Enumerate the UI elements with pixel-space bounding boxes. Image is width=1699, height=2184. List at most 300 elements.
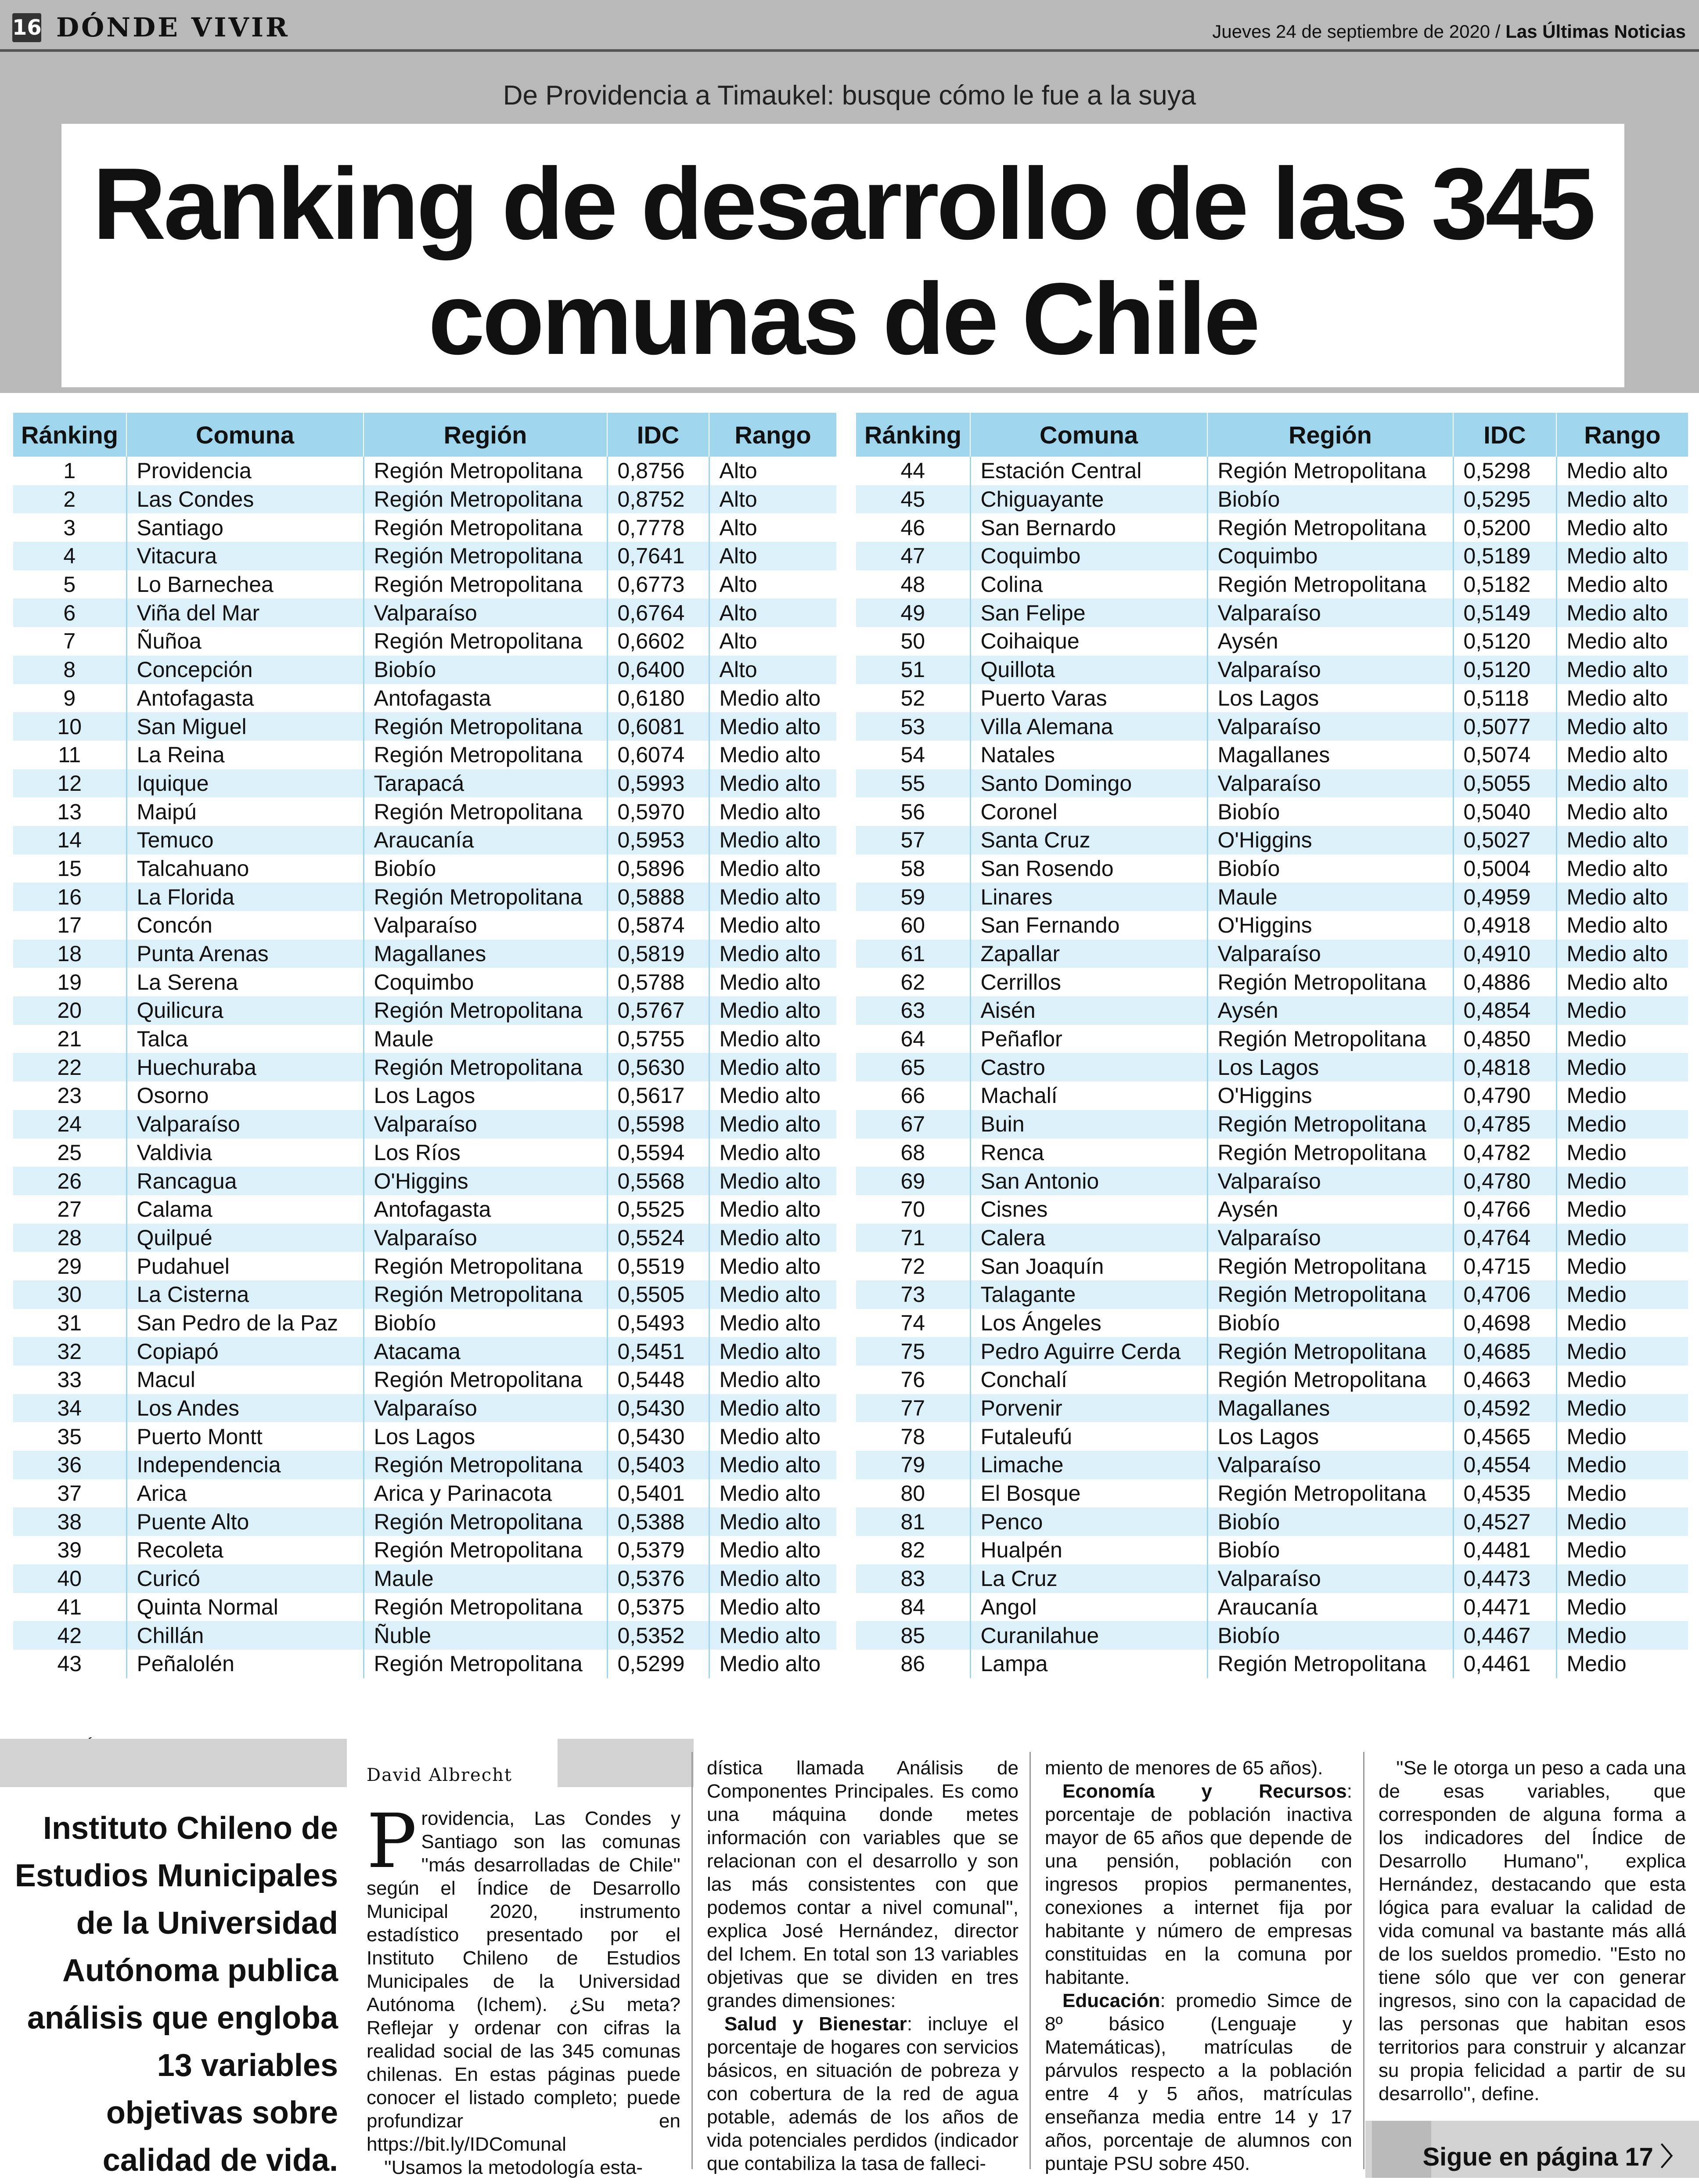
cell-comuna: Talca (126, 1025, 364, 1053)
cell-region: Región Metropolitana (364, 741, 607, 769)
cell-region: Valparaíso (1207, 598, 1453, 627)
cell-ranking: 20 (13, 996, 126, 1025)
cell-comuna: Santiago (126, 513, 364, 542)
cell-rango: Medio (1556, 1280, 1688, 1309)
table-row (13, 1479, 836, 1508)
cell-region: Región Metropolitana (364, 1053, 607, 1081)
cell-idc: 0,4764 (1453, 1224, 1556, 1252)
cell-rango: Medio (1566, 1594, 1627, 1619)
cell-comuna: Puente Alto (126, 1507, 364, 1536)
cell-idc: 0,5379 (607, 1536, 709, 1564)
table-row (856, 1507, 1688, 1536)
cell-rango: Medio alto (1566, 969, 1668, 995)
cell-idc: 0,4706 (1453, 1280, 1556, 1309)
cell-comuna: Huechuraba (126, 1053, 364, 1081)
column-divider (1029, 1752, 1031, 2169)
cell-ranking: 67 (856, 1110, 970, 1139)
cell-region: Antofagasta (364, 1195, 607, 1224)
cell-region: Magallanes (1207, 1394, 1453, 1423)
article-paragraph (1045, 1989, 1352, 2175)
cell-region: Región Metropolitana (1207, 1366, 1453, 1394)
cell-comuna: Angol (970, 1593, 1207, 1622)
cell-idc: 0,5767 (607, 996, 709, 1025)
cell-idc: 0,8752 (607, 485, 709, 514)
cell-region: O'Higgins (1207, 826, 1453, 854)
cell-comuna: Hualpén (970, 1536, 1207, 1564)
cell-idc: 0,4467 (1453, 1621, 1556, 1650)
cell-idc: 0,5525 (607, 1195, 709, 1224)
cell-ranking: 51 (856, 656, 970, 684)
cell-idc: 0,5200 (1453, 513, 1556, 542)
cell-region: Región Metropolitana (1207, 1650, 1453, 1678)
cell-comuna: Concón (126, 911, 364, 940)
cell-region: Magallanes (364, 940, 607, 968)
cell-region: Región Metropolitana (1207, 457, 1453, 485)
cell-idc: 0,5630 (607, 1053, 709, 1081)
cell-ranking: 41 (13, 1593, 126, 1622)
cell-region: Región Metropolitana (364, 1252, 607, 1280)
cell-rango: Medio alto (719, 969, 821, 995)
cell-ranking: 8 (13, 656, 126, 684)
cell-idc: 0,5598 (607, 1110, 709, 1139)
cell-idc: 0,4910 (1453, 940, 1556, 968)
article-column-2 (694, 1739, 1032, 2178)
cell-idc: 0,5118 (1453, 684, 1556, 713)
cell-ranking: 23 (13, 1081, 126, 1110)
cell-idc: 0,7778 (607, 513, 709, 542)
cell-ranking: 76 (856, 1366, 970, 1394)
article-aside (0, 1787, 347, 2178)
table-header-row (856, 413, 1688, 457)
issue-date: Jueves 24 de septiembre de 2020 (1212, 21, 1490, 42)
article-paragraph (367, 1798, 680, 2156)
cell-region: Los Lagos (364, 1422, 607, 1451)
cell-idc: 0,5505 (607, 1280, 709, 1309)
cell-rango: Alto (719, 458, 757, 483)
table-row (13, 712, 836, 741)
table-row (13, 1195, 836, 1224)
cell-idc: 0,5451 (607, 1337, 709, 1366)
cell-region: Coquimbo (1207, 542, 1453, 570)
cell-region: Región Metropolitana (364, 627, 607, 656)
section-title: DÓNDE VIVIR (56, 12, 290, 43)
cell-ranking: 30 (13, 1280, 126, 1309)
cell-comuna: Castro (970, 1053, 1207, 1081)
paragraph-text: rovidencia, Las Condes y Santiago son las comunas ''más desarrolladas de Chile'' según el Índice de Desarrollo Municipal 2020, instrumento estadístico presentado por el Instituto Chileno de Estudios Municipales de la Universidad Autónoma (Ichem). ¿Su meta? Reflejar y ordenar con cifras la realidad social de las 345 comunas chilenas. En estas páginas puede conocer el listado completo; puede profundizar en https://bit.ly/IDComunal (367, 1808, 680, 2155)
cell-rango: Alto (719, 572, 757, 597)
cell-ranking: 62 (856, 968, 970, 996)
cell-comuna: La Reina (126, 741, 364, 769)
cell-idc: 0,6081 (607, 712, 709, 741)
table-row (13, 1366, 836, 1394)
cell-idc: 0,4663 (1453, 1366, 1556, 1394)
cell-comuna: Penco (970, 1507, 1207, 1536)
col-header-rango: Rango (1556, 413, 1688, 457)
cell-ranking: 68 (856, 1139, 970, 1167)
cell-idc: 0,5953 (607, 826, 709, 854)
cell-idc: 0,6180 (607, 684, 709, 713)
cell-region: Maule (1207, 883, 1453, 911)
ranking-table-left (13, 413, 836, 1678)
cell-comuna: Talagante (970, 1280, 1207, 1309)
cell-region: Biobío (1207, 854, 1453, 883)
table-row (13, 485, 836, 514)
cell-region: Biobío (1207, 797, 1453, 826)
table-row (13, 1053, 836, 1081)
cell-ranking: 82 (856, 1536, 970, 1564)
cell-comuna: Los Andes (126, 1394, 364, 1423)
kicker: De Providencia a Timaukel: busque cómo le fue a la suya (503, 80, 1196, 111)
cell-ranking: 84 (856, 1593, 970, 1622)
table-row (856, 1025, 1688, 1053)
article-paragraph (1045, 1780, 1352, 1989)
cell-region: Región Metropolitana (1207, 513, 1453, 542)
cell-ranking: 32 (13, 1337, 126, 1366)
table-row (856, 769, 1688, 798)
cell-ranking: 43 (13, 1650, 126, 1678)
cell-idc: 0,5524 (607, 1224, 709, 1252)
table-row (856, 485, 1688, 514)
cell-rango: Medio alto (709, 1110, 836, 1139)
table-row (856, 1564, 1688, 1593)
cell-idc: 0,4473 (1453, 1564, 1556, 1593)
col-header-idc: IDC (1453, 413, 1556, 457)
cell-ranking: 42 (13, 1621, 126, 1650)
cell-rango: Medio alto (1556, 769, 1688, 798)
cell-region: Magallanes (1207, 741, 1453, 769)
cell-region: Ñuble (364, 1621, 607, 1650)
cell-ranking: 4 (13, 542, 126, 570)
article-paragraph: ''Usamos la metodología esta- (384, 2157, 643, 2178)
cell-idc: 0,5299 (607, 1650, 709, 1678)
table-row (856, 1252, 1688, 1280)
cell-comuna: Temuco (126, 826, 364, 854)
cell-idc: 0,5430 (607, 1422, 709, 1451)
cell-rango: Medio (1566, 1651, 1627, 1676)
table-row (856, 1309, 1688, 1337)
table-row (13, 1621, 836, 1650)
cell-region: Región Metropolitana (1207, 570, 1453, 599)
cell-rango: Medio alto (709, 1564, 836, 1593)
cell-comuna: San Joaquín (970, 1252, 1207, 1280)
cell-ranking: 37 (13, 1479, 126, 1508)
cell-idc: 0,4554 (1453, 1451, 1556, 1479)
table-row (13, 1564, 836, 1593)
cell-comuna: Ñuñoa (126, 627, 364, 656)
table-row (856, 1650, 1688, 1678)
cell-rango: Medio (1566, 1367, 1627, 1392)
cell-ranking: 25 (13, 1139, 126, 1167)
cell-comuna: Linares (970, 883, 1207, 911)
subhead-educacion: Educación (1062, 1990, 1160, 2011)
cell-rango: Medio (1566, 1538, 1627, 1563)
cell-idc: 0,4685 (1453, 1337, 1556, 1366)
cell-region: Biobío (364, 1309, 607, 1337)
cell-comuna: Concepción (126, 656, 364, 684)
cell-rango: Medio alto (709, 940, 836, 968)
cell-ranking: 38 (13, 1507, 126, 1536)
cell-ranking: 6 (13, 598, 126, 627)
cell-region: Valparaíso (1207, 1564, 1453, 1593)
cell-comuna: Coihaique (970, 627, 1207, 656)
cell-comuna: Pudahuel (126, 1252, 364, 1280)
cell-region: Región Metropolitana (364, 996, 607, 1025)
cell-idc: 0,4698 (1453, 1309, 1556, 1337)
cell-ranking: 49 (856, 598, 970, 627)
cell-rango: Medio alto (709, 1507, 836, 1536)
table-row (13, 1110, 836, 1139)
cell-comuna: Arica (126, 1479, 364, 1508)
cell-idc: 0,4854 (1453, 996, 1556, 1025)
cell-ranking: 1 (13, 457, 126, 485)
continue-link[interactable] (1422, 2136, 1686, 2173)
chevron-right-icon: 〉 (1660, 2143, 1686, 2171)
cell-region: Valparaíso (364, 911, 607, 940)
cell-idc: 0,5401 (607, 1479, 709, 1508)
cell-comuna: Peñaflor (970, 1025, 1207, 1053)
cell-rango: Medio alto (719, 913, 821, 938)
cell-region: Región Metropolitana (1207, 1337, 1453, 1366)
cell-comuna: Valdivia (126, 1139, 364, 1167)
cell-region: Atacama (364, 1337, 607, 1366)
table-row (13, 1507, 836, 1536)
table-row (13, 513, 836, 542)
table-row (13, 1224, 836, 1252)
col-header-rango: Rango (709, 413, 836, 457)
table-row (856, 1337, 1688, 1366)
cell-ranking: 65 (856, 1053, 970, 1081)
cell-ranking: 83 (856, 1564, 970, 1593)
table-row (13, 769, 836, 798)
aside-text: Instituto Chileno de Estudios Municipales de la Universidad Autónoma publica análisis que engloba 13 variables objetivas sobre calidad de vida. (14, 1811, 338, 2178)
cell-ranking: 2 (13, 485, 126, 514)
cell-rango: Medio alto (709, 1451, 836, 1479)
cell-idc: 0,5182 (1453, 570, 1556, 599)
cell-idc: 0,5519 (607, 1252, 709, 1280)
cell-region: Maule (364, 1025, 607, 1053)
cell-region: Región Metropolitana (1207, 1139, 1453, 1167)
cell-idc: 0,4785 (1453, 1110, 1556, 1139)
cell-region: Región Metropolitana (1207, 1280, 1453, 1309)
cell-comuna: Zapallar (970, 940, 1207, 968)
cell-idc: 0,5430 (607, 1394, 709, 1423)
cell-region: Antofagasta (364, 684, 607, 713)
cell-ranking: 69 (856, 1167, 970, 1195)
cell-idc: 0,5755 (607, 1025, 709, 1053)
cell-comuna: Coronel (970, 797, 1207, 826)
table-row (856, 1593, 1688, 1622)
table-row (856, 712, 1688, 741)
cell-idc: 0,5493 (607, 1309, 709, 1337)
cell-ranking: 54 (856, 741, 970, 769)
cell-idc: 0,5448 (607, 1366, 709, 1394)
cell-idc: 0,4481 (1453, 1536, 1556, 1564)
cell-region: Región Metropolitana (364, 797, 607, 826)
cell-rango: Medio alto (719, 1594, 821, 1619)
cell-comuna: Chillán (126, 1621, 364, 1650)
cell-rango: Medio alto (1566, 913, 1668, 938)
cell-rango: Medio alto (709, 1394, 836, 1423)
cell-idc: 0,5298 (1453, 457, 1556, 485)
cell-idc: 0,4766 (1453, 1195, 1556, 1224)
article-paragraph: ''Se le otorga un peso a cada una de esas variables, que corresponden de alguna forma a los indicadores del Índice de Desarrollo Humano'', explica Hernández, destacando que esta lógica para evaluar la calidad de vida comunal va bastante más allá de los sueldos promedio. ''Esto no tiene sólo que ver con generar ingresos, sino con la capacidad de las personas que habitan esos territorios para construir y alcanzar su propia felicidad a partir de su desarrollo'', define. (1379, 1757, 1686, 2105)
cell-comuna: Quillota (970, 656, 1207, 684)
table-row (856, 1366, 1688, 1394)
cell-rango: Medio alto (1566, 572, 1668, 597)
table-row (856, 1280, 1688, 1309)
table-row (13, 996, 836, 1025)
table-row (856, 542, 1688, 570)
cell-comuna: La Cisterna (126, 1280, 364, 1309)
cell-idc: 0,5077 (1453, 712, 1556, 741)
cell-idc: 0,5352 (607, 1621, 709, 1650)
cell-region: Región Metropolitana (1207, 968, 1453, 996)
cell-comuna: Rancagua (126, 1167, 364, 1195)
cell-comuna: Providencia (126, 457, 364, 485)
cell-region: Región Metropolitana (1207, 1252, 1453, 1280)
cell-comuna: Lo Barnechea (126, 570, 364, 599)
cell-idc: 0,4850 (1453, 1025, 1556, 1053)
cell-ranking: 24 (13, 1110, 126, 1139)
cell-idc: 0,4715 (1453, 1252, 1556, 1280)
cell-ranking: 29 (13, 1252, 126, 1280)
cell-rango: Medio alto (1556, 485, 1688, 514)
cell-region: Valparaíso (1207, 940, 1453, 968)
cell-region: Región Metropolitana (364, 570, 607, 599)
cell-region: Valparaíso (364, 598, 607, 627)
table-row (13, 1252, 836, 1280)
cell-ranking: 14 (13, 826, 126, 854)
cell-idc: 0,4535 (1453, 1479, 1556, 1508)
cell-region: Los Lagos (1207, 684, 1453, 713)
cell-ranking: 47 (856, 542, 970, 570)
cell-ranking: 55 (856, 769, 970, 798)
cell-ranking: 35 (13, 1422, 126, 1451)
table-row (856, 854, 1688, 883)
cell-region: Valparaíso (364, 1394, 607, 1423)
cell-region: Región Metropolitana (1207, 1479, 1453, 1508)
cell-idc: 0,5819 (607, 940, 709, 968)
cell-comuna: Quilpué (126, 1224, 364, 1252)
cell-region: Aysén (1207, 1195, 1453, 1224)
cell-region: Región Metropolitana (364, 1366, 607, 1394)
table-row (856, 940, 1688, 968)
cell-ranking: 27 (13, 1195, 126, 1224)
continue-text: Sigue en página 17 (1422, 2143, 1653, 2171)
cell-ranking: 33 (13, 1366, 126, 1394)
cell-comuna: Lampa (970, 1650, 1207, 1678)
cell-comuna: Natales (970, 741, 1207, 769)
cell-idc: 0,7641 (607, 542, 709, 570)
table-row (856, 570, 1688, 599)
cell-idc: 0,5376 (607, 1564, 709, 1593)
table-row (856, 1451, 1688, 1479)
cell-idc: 0,6400 (607, 656, 709, 684)
cell-rango: Medio (1556, 1167, 1688, 1195)
table-row (13, 1309, 836, 1337)
cell-region: O'Higgins (1207, 911, 1453, 940)
cell-ranking: 39 (13, 1536, 126, 1564)
cell-comuna: San Antonio (970, 1167, 1207, 1195)
cell-ranking: 12 (13, 769, 126, 798)
table-row (13, 457, 836, 485)
article-paragraph: dística llamada Análisis de Componentes Principales. Es como una máquina donde metes información con variables que se relacionan con el desarrollo y son las más consistentes con que podemos contar a nivel comunal'', explica José Hernández, director del Ichem. En total son 13 variables objetivas que se dividen en tres grandes dimensiones: (707, 1757, 1019, 2011)
cell-region: Biobío (1207, 1536, 1453, 1564)
table-row (13, 627, 836, 656)
cell-ranking: 45 (856, 485, 970, 514)
table-row (13, 883, 836, 911)
table-row (856, 457, 1688, 485)
cell-region: Región Metropolitana (364, 1507, 607, 1536)
column-divider (1363, 1752, 1364, 2169)
cell-ranking: 15 (13, 854, 126, 883)
cell-rango: Medio (1556, 1394, 1688, 1423)
cell-ranking: 71 (856, 1224, 970, 1252)
cell-comuna: Punta Arenas (126, 940, 364, 968)
cell-region: Región Metropolitana (364, 1536, 607, 1564)
cell-idc: 0,5388 (607, 1507, 709, 1536)
cell-rango: Medio (1556, 1564, 1688, 1593)
cell-idc: 0,5040 (1453, 797, 1556, 826)
cell-comuna: La Serena (126, 968, 364, 996)
cell-idc: 0,5055 (1453, 769, 1556, 798)
cell-rango: Medio alto (719, 1367, 821, 1392)
cell-comuna: Valparaíso (126, 1110, 364, 1139)
cell-ranking: 66 (856, 1081, 970, 1110)
cell-rango: Medio alto (1566, 458, 1668, 483)
col-header-region: Región (364, 413, 607, 457)
cell-comuna: Los Ángeles (970, 1309, 1207, 1337)
table-row (13, 940, 836, 968)
cell-region: Región Metropolitana (364, 712, 607, 741)
cell-idc: 0,5120 (1453, 627, 1556, 656)
page-header (0, 0, 1699, 402)
cell-rango: Medio alto (719, 1651, 821, 1676)
cell-idc: 0,6764 (607, 598, 709, 627)
cell-rango: Alto (719, 629, 757, 654)
ranking-table-panel (0, 393, 1699, 1739)
table-row (13, 1451, 836, 1479)
cell-idc: 0,4918 (1453, 911, 1556, 940)
cell-ranking: 19 (13, 968, 126, 996)
cell-ranking: 85 (856, 1621, 970, 1650)
cell-ranking: 50 (856, 627, 970, 656)
cell-ranking: 13 (13, 797, 126, 826)
cell-ranking: 31 (13, 1309, 126, 1337)
table-row (856, 797, 1688, 826)
cell-rango: Alto (709, 542, 836, 570)
cell-ranking: 73 (856, 1280, 970, 1309)
cell-ranking: 34 (13, 1394, 126, 1423)
cell-comuna: Calera (970, 1224, 1207, 1252)
cell-ranking: 7 (13, 627, 126, 656)
cell-ranking: 56 (856, 797, 970, 826)
table-row (13, 598, 836, 627)
table-row (856, 996, 1688, 1025)
cell-rango: Medio alto (719, 685, 821, 710)
cell-rango: Medio alto (1556, 712, 1688, 741)
cell-comuna: Santa Cruz (970, 826, 1207, 854)
cell-comuna: Futaleufú (970, 1422, 1207, 1451)
cell-rango: Medio (1566, 1027, 1627, 1052)
table-row (856, 826, 1688, 854)
article-column-3 (1032, 1739, 1365, 2178)
table-row (13, 1025, 836, 1053)
cell-rango: Medio alto (1556, 542, 1688, 570)
cell-rango: Medio (1556, 1110, 1688, 1139)
cell-region: Valparaíso (1207, 656, 1453, 684)
newspaper-name: Las Últimas Noticias (1505, 21, 1686, 42)
